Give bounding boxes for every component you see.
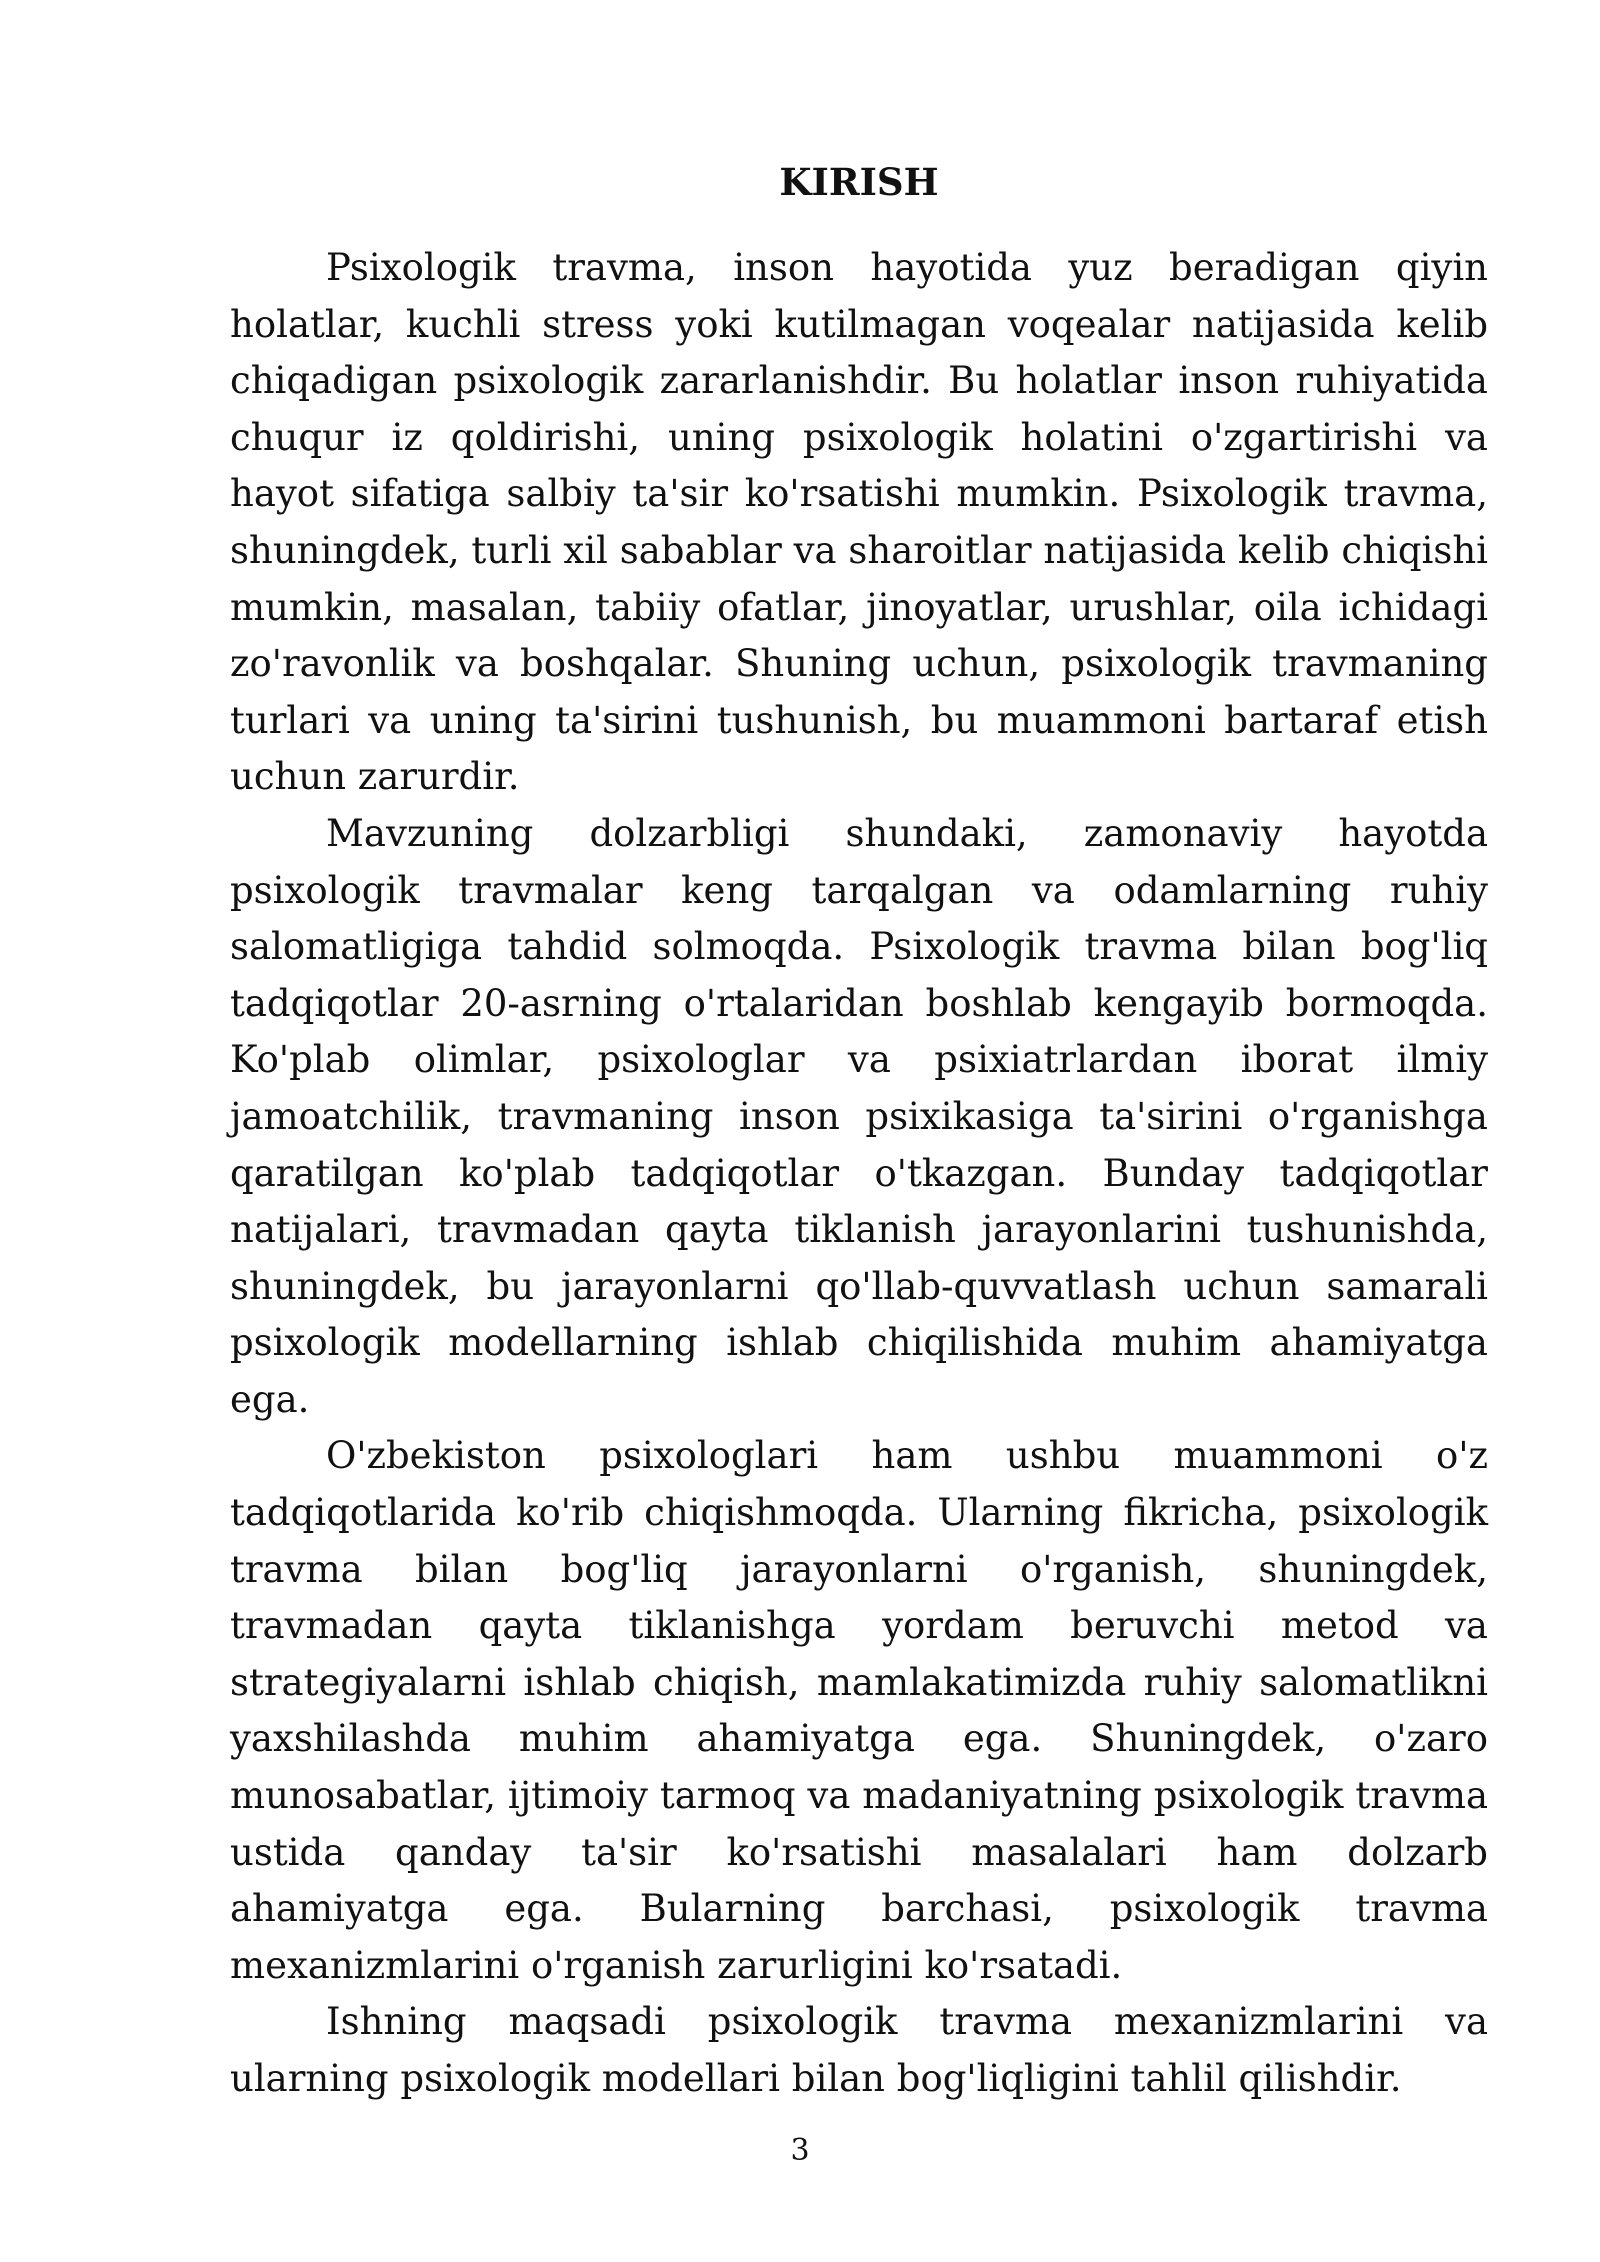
paragraph-relevance: Mavzuning dolzarbligi shundaki, zamonaviy hayotda psixologik travmalar keng tarqalgan va odamlarning ruhiy salomatligiga tahdid solmoqda. Psixologik travma bilan bog'liq tadqiqotlar 20-asrning o'rtalaridan boshlab kengayib bormoqda. Ko'plab olimlar, psixologlar va psixiatrlardan iborat ilmiy jamoatchilik, travmaning inson psixikasiga ta'sirini o'rganishga qaratilgan ko'plab tadqiqotlar o'tkazgan. Bunday tadqiqotlar natijalari, travmadan qayta tiklanish jarayonlarini tushunishda, shuningdek, bu jarayonlarni qo'llab-quvvatlash uchun samarali psixologik modellarning ishlab chiqilishida muhim ahamiyatga ega. <box>230 811 1488 1421</box>
page-title: KIRISH <box>779 160 939 204</box>
page-content <box>230 160 1488 2108</box>
page-number: 3 <box>790 2133 810 2168</box>
paragraph-uzbek-research: O'zbekiston psixologlari ham ushbu muammoni o'z tadqiqotlarida ko'rib chiqishmoqda. Ularning fikricha, psixologik travma bilan bog'liq jarayonlarni o'rganish, shuningdek, travmadan qayta tiklanishga yordam beruvchi metod va strategiyalarni ishlab chiqish, mamlakatimizda ruhiy salomatlikni yaxshilashda muhim ahamiyatga ega. Shuningdek, o'zaro munosabatlar, ijtimoiy tarmoq va madaniyatning psixologik travma ustida qanday ta'sir ko'rsatishi masalalari ham dolzarb ahamiyatga ega. Bularning barchasi, psixologik travma mexanizmlarini o'rganish zarurligini ko'rsatadi. <box>230 1434 1488 1987</box>
paragraph-intro: Psixologik travma, inson hayotida yuz beradigan qiyin holatlar, kuchli stress yoki kutilmagan voqealar natijasida kelib chiqadigan psixologik zararlanishdir. Bu holatlar inson ruhiyatida chuqur iz qoldirishi, uning psixologik holatini o'zgartirishi va hayot sifatiga salbiy ta'sir ko'rsatishi mumkin. Psixologik travma, shuningdek, turli xil sabablar va sharoitlar natijasida kelib chiqishi mumkin, masalan, tabiiy ofatlar, jinoyatlar, urushlar, oila ichidagi zo'ravonlik va boshqalar. Shuning uchun, psixologik travmaning turlari va uning ta'sirini tushunish, bu muammoni bartaraf etish uchun zarurdir. <box>230 246 1488 799</box>
paragraph-goal: Ishning maqsadi psixologik travma mexanizmlarini va ularning psixologik modellari bilan bog'liqligini tahlil qilishdir. <box>230 2000 1488 2100</box>
